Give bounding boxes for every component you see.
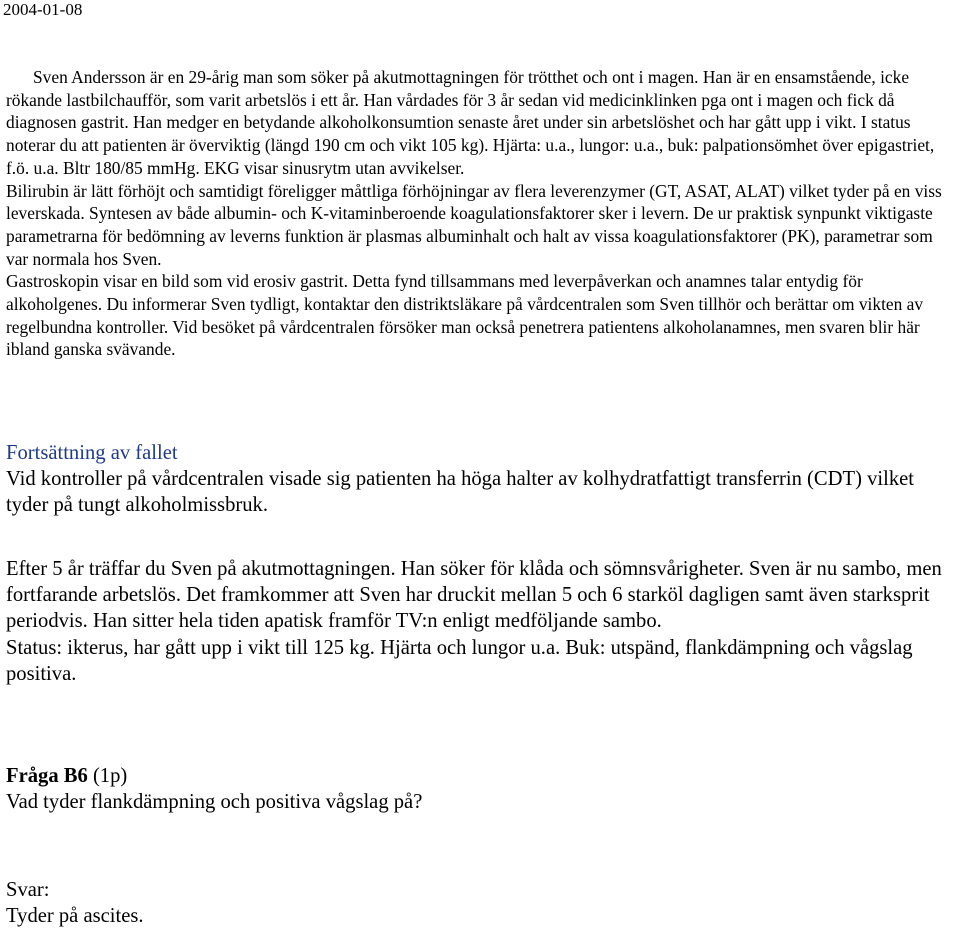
case-paragraph-history: Sven Andersson är en 29-årig man som söker på akutmottagningen för trötthet och ont i magen. Han är en ensamstående, icke rökande lastbilchaufför, som varit arbetslös i ett år. Han vårdades för 3 år sedan vid medicinklinken pga ont i magen och fick då diagnosen gastrit. Han medger en betydande alkoholkonsumtion senaste året under sin arbetslöshet och har gått upp i vikt. I status noterar du att patienten är överviktig (längd 190 cm och vikt 105 kg). Hjärta: u.a., lungor: u.a., buk: palpationsömhet över epigastriet, f.ö. u.a. Bltr 180/85 mmHg. EKG visar sinusrytm utan avvikelser. — [6, 67, 935, 178]
case-paragraph-lab: Bilirubin är lätt förhöjt och samtidigt föreligger måttliga förhöjningar av flera leverenzymer (GT, ASAT, ALAT) vilket tyder på en viss leverskada. Syntesen av både albumin- och K-vitaminberoende koagulationsfaktorer sker i levern. De ur praktisk synpunkt viktigaste parametrarna för bedömning av leverns funktion är plasmas albuminhalt och halt av vissa koagulationsfaktorer (PK), parametrar som var normala hos Sven. — [6, 180, 942, 269]
case-description — [6, 66, 958, 361]
case-paragraph-gastroscopy: Gastroskopin visar en bild som vid erosiv gastrit. Detta fynd tillsammans med leverpåverkan och anamnes talar entydig för alkoholgenes. Du informerar Sven tydligt, kontaktar den distriktsläkare på vårdcentralen som Sven tillhör och berättar om vikten av regelbundna kontroller. Vid besöket på vårdcentralen försöker man också penetrera patientens alkoholanamnes, men svaren blir här ibland ganska svävande. — [6, 271, 924, 360]
continuation-section — [6, 440, 958, 519]
answer-text: Tyder på ascites. — [6, 905, 144, 928]
answer-section — [6, 877, 958, 929]
followup-section — [6, 556, 958, 687]
answer-label: Svar: — [6, 879, 50, 901]
question-section — [6, 763, 958, 815]
document-date: 2004-01-08 — [3, 0, 83, 19]
question-label: Fråga B6 — [6, 765, 88, 787]
question-text: Vad tyder flankdämpning och positiva vågslag på? — [6, 791, 423, 814]
continuation-paragraph-cdt: Vid kontroller på vårdcentralen visade sig patienten ha höga halter av kolhydratfattigt transferrin (CDT) vilket tyder på tungt alkoholmissbruk. — [6, 468, 915, 517]
continuation-heading: Fortsättning av fallet — [6, 442, 178, 464]
question-header — [6, 763, 958, 789]
question-points: (1p) — [92, 765, 128, 787]
followup-paragraph: Efter 5 år träffar du Sven på akutmottagningen. Han söker för klåda och sömnsvårigheter. Sven är nu sambo, men fortfarande arbetslös. Det framkommer att Sven har druckit mellan 5 och 6 starköl dagligen samt även starksprit periodvis. Han sitter hela tiden apatisk framför TV:n enligt medföljande sambo. — [6, 558, 942, 633]
status-paragraph: Status: ikterus, har gått upp i vikt till 125 kg. Hjärta och lungor u.a. Buk: utspänd, flankdämpning och vågslag positiva. — [6, 636, 913, 685]
